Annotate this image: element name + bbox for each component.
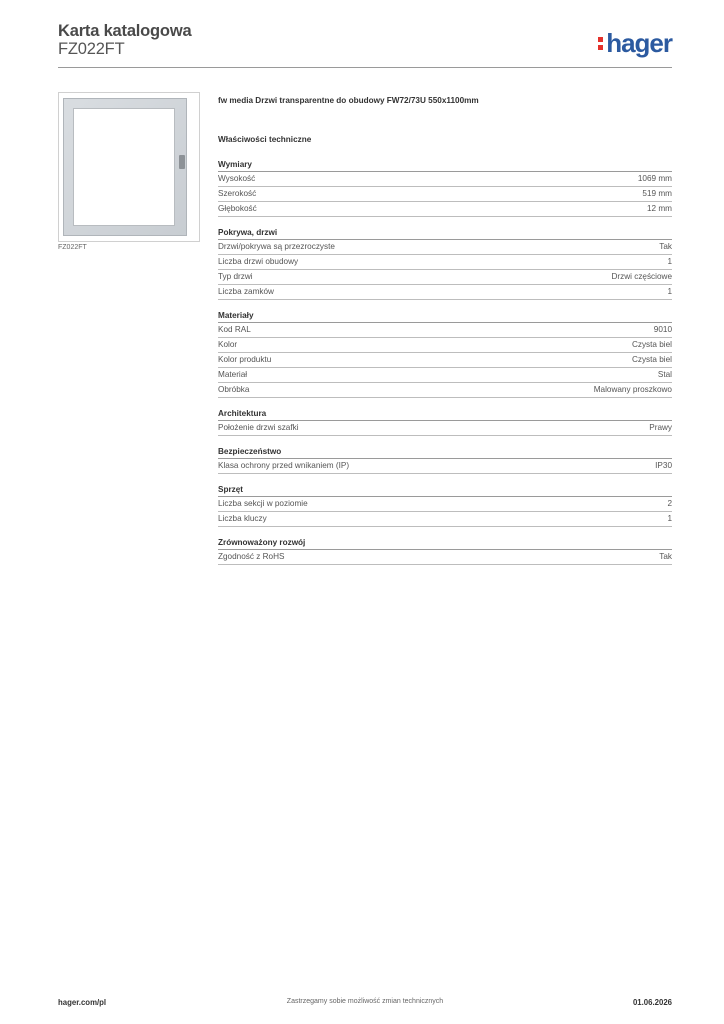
spec-label: Wysokość — [218, 174, 256, 183]
spec-row — [218, 353, 672, 368]
spec-row — [218, 240, 672, 255]
product-image — [58, 92, 200, 242]
spec-value: Tak — [659, 552, 672, 561]
section-title: Architektura — [218, 407, 672, 421]
spec-label: Materiał — [218, 370, 248, 379]
spec-row — [218, 270, 672, 285]
section-title: Wymiary — [218, 158, 672, 172]
spec-label: Kolor produktu — [218, 355, 272, 364]
door-glass-panel — [73, 108, 175, 226]
spec-row — [218, 383, 672, 398]
door-handle-icon — [179, 155, 185, 169]
spec-section — [218, 158, 672, 217]
spec-value: 2 — [667, 499, 672, 508]
spec-value: Malowany proszkowo — [593, 385, 672, 394]
section-title: Bezpieczeństwo — [218, 445, 672, 459]
spec-section — [218, 407, 672, 436]
product-description: fw media Drzwi transparentne do obudowy FW72/73U 550x1100mm — [218, 96, 479, 105]
spec-row — [218, 255, 672, 270]
spec-value: 1 — [667, 257, 672, 266]
spec-section — [218, 483, 672, 527]
spec-label: Głębokość — [218, 204, 257, 213]
product-code: FZ022FT — [58, 40, 125, 58]
footer-website-link[interactable]: hager.com/pl — [58, 998, 107, 1007]
spec-section — [218, 445, 672, 474]
spec-section — [218, 536, 672, 565]
spec-row — [218, 202, 672, 217]
spec-value: Stal — [657, 370, 672, 379]
spec-value: 12 mm — [646, 204, 672, 213]
spec-value: Prawy — [649, 423, 672, 432]
spec-row — [218, 421, 672, 436]
spec-row — [218, 323, 672, 338]
product-content — [218, 96, 672, 574]
spec-label: Szerokość — [218, 189, 257, 198]
spec-label: Kolor — [218, 340, 238, 349]
spec-value: 1 — [667, 514, 672, 523]
document-title: Karta katalogowa — [58, 22, 192, 40]
spec-value: Czysta biel — [631, 355, 672, 364]
hager-logo — [598, 28, 672, 58]
header-divider — [58, 67, 672, 68]
spec-row — [218, 459, 672, 474]
section-title: Pokrywa, drzwi — [218, 226, 672, 240]
spec-label: Liczba drzwi obudowy — [218, 257, 299, 266]
page-header — [58, 20, 672, 70]
door-frame-icon — [63, 98, 187, 236]
spec-value: 1069 mm — [637, 174, 672, 183]
section-title: Zrównoważony rozwój — [218, 536, 672, 550]
logo-text: hager — [606, 28, 672, 58]
spec-label: Klasa ochrony przed wnikaniem (IP) — [218, 461, 350, 470]
spec-section — [218, 226, 672, 300]
spec-row — [218, 550, 672, 565]
spec-value: IP30 — [655, 461, 672, 470]
spec-label: Zgodność z RoHS — [218, 552, 285, 561]
spec-row — [218, 187, 672, 202]
spec-row — [218, 172, 672, 187]
spec-value: 519 mm — [642, 189, 672, 198]
spec-value: 9010 — [653, 325, 672, 334]
spec-value: 1 — [667, 287, 672, 296]
footer-disclaimer: Zastrzegamy sobie możliwość zmian technicznych — [286, 998, 444, 1005]
spec-value: Czysta biel — [631, 340, 672, 349]
logo-dots-icon — [598, 33, 604, 53]
spec-label: Liczba kluczy — [218, 514, 267, 523]
spec-label: Położenie drzwi szafki — [218, 423, 299, 432]
spec-row — [218, 512, 672, 527]
spec-sections — [218, 158, 672, 565]
spec-value: Drzwi częściowe — [611, 272, 672, 281]
spec-label: Liczba zamków — [218, 287, 274, 296]
spec-row — [218, 285, 672, 300]
spec-label: Drzwi/pokrywa są przezroczyste — [218, 242, 335, 251]
spec-row — [218, 497, 672, 512]
spec-section — [218, 309, 672, 398]
spec-row — [218, 338, 672, 353]
image-caption: FZ022FT — [58, 244, 87, 251]
spec-label: Obróbka — [218, 385, 250, 394]
spec-label: Typ drzwi — [218, 272, 253, 281]
footer-date: 01.06.2026 — [632, 998, 672, 1007]
spec-row — [218, 368, 672, 383]
page-footer — [58, 998, 672, 1010]
technical-properties-title: Właściwości techniczne — [218, 135, 312, 144]
section-title: Materiały — [218, 309, 672, 323]
spec-label: Liczba sekcji w poziomie — [218, 499, 308, 508]
spec-label: Kod RAL — [218, 325, 251, 334]
spec-value: Tak — [659, 242, 672, 251]
section-title: Sprzęt — [218, 483, 672, 497]
